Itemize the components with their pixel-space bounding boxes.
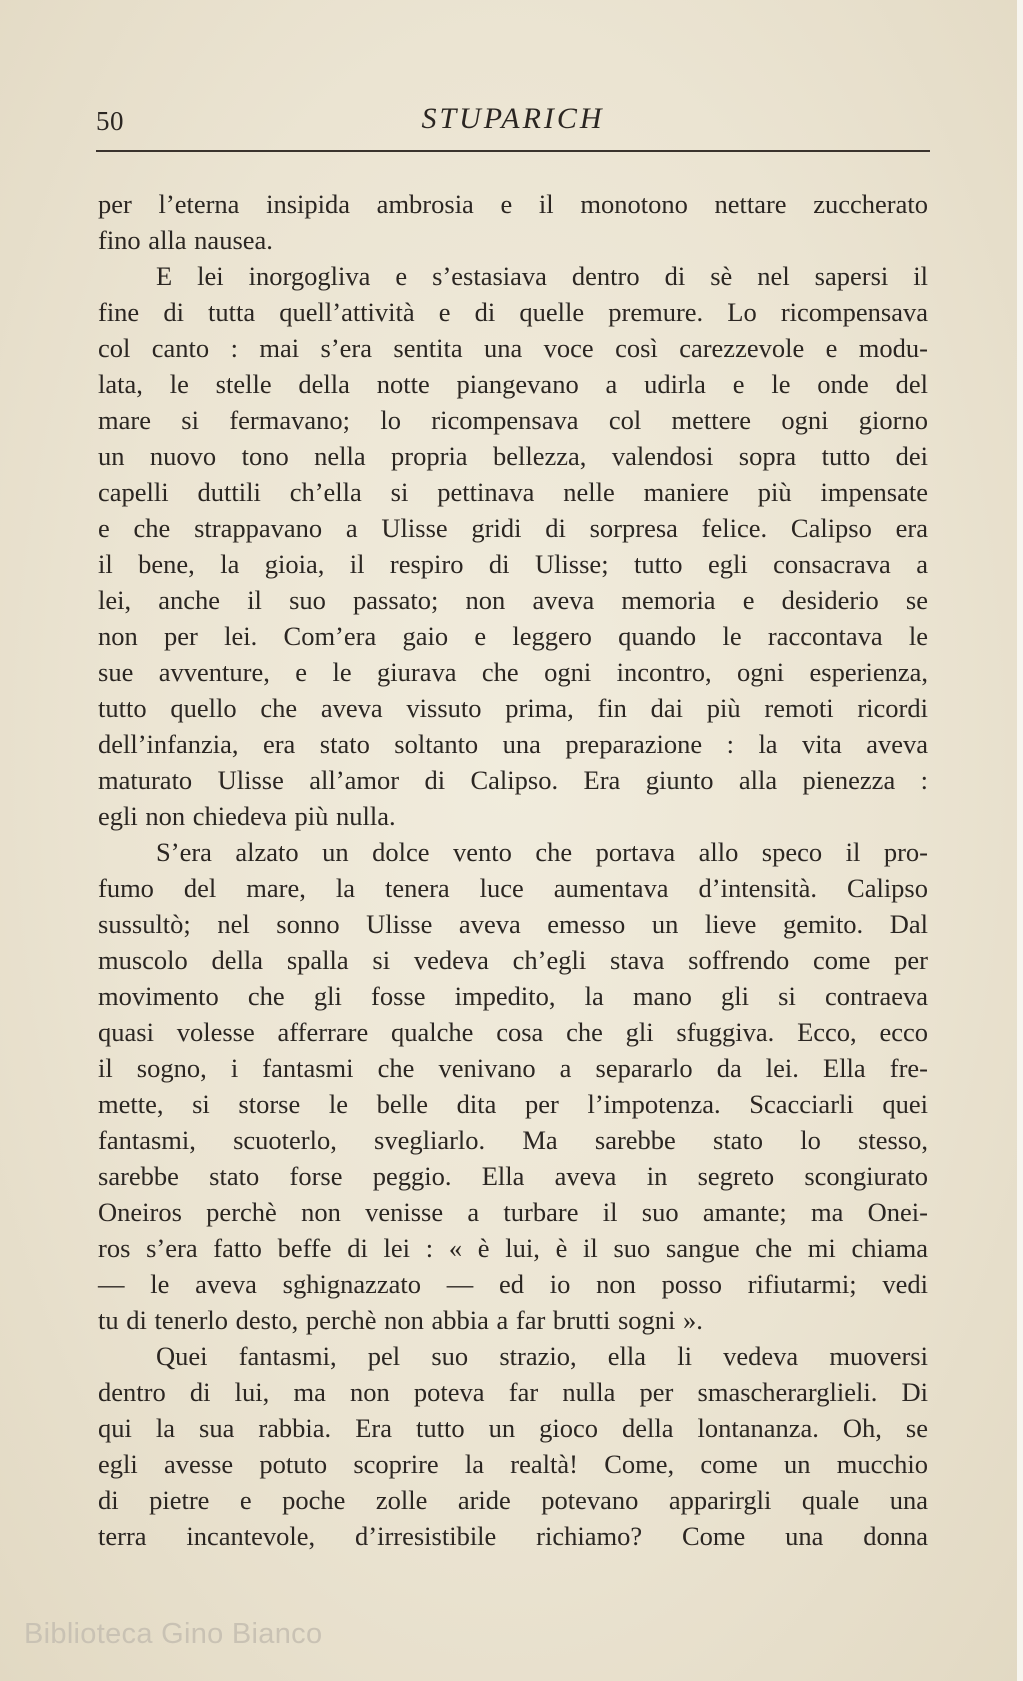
text-line: sussultò; nel sonno Ulisse aveva emesso un lieve gemito. Dal <box>98 909 928 939</box>
text-line: tu di tenerlo desto, perchè non abbia a far brutti sogni ». <box>98 1305 703 1335</box>
text-line: un nuovo tono nella propria bellezza, valendosi sopra tutto dei <box>98 441 928 471</box>
page-header <box>96 102 930 150</box>
text-line: mare si fermavano; lo ricompensava col mettere ogni giorno <box>98 405 928 435</box>
text-line: egli non chiedeva più nulla. <box>98 801 396 831</box>
text-line: per l’eterna insipida ambrosia e il monotono nettare zuccherato <box>98 189 928 219</box>
page-number: 50 <box>96 106 124 136</box>
text-line: mette, si storse le belle dita per l’impotenza. Scacciarli quei <box>98 1089 928 1119</box>
body-text <box>98 186 928 1554</box>
text-line: capelli duttili ch’ella si pettinava nelle maniere più impensate <box>98 477 928 507</box>
text-line: fumo del mare, la tenera luce aumentava d’intensità. Calipso <box>98 873 928 903</box>
text-line: dentro di lui, ma non poteva far nulla per smascherarglieli. Di <box>98 1377 928 1407</box>
text-line: qui la sua rabbia. Era tutto un gioco della lontananza. Oh, se <box>98 1413 928 1443</box>
text-line: e che strappavano a Ulisse gridi di sorpresa felice. Calipso era <box>98 513 928 543</box>
running-title: STUPARICH <box>421 102 605 135</box>
text-line: fine di tutta quell’attività e di quelle premure. Lo ricompensava <box>98 297 928 327</box>
text-line: dell’infanzia, era stato soltanto una preparazione : la vita aveva <box>98 729 928 759</box>
text-line: terra incantevole, d’irresistibile richiamo? Come una donna <box>98 1521 928 1551</box>
text-line: di pietre e poche zolle aride potevano apparirgli quale una <box>98 1485 928 1515</box>
text-line: sue avventure, e le giurava che ogni incontro, ogni esperienza, <box>98 657 928 687</box>
header-rule <box>96 150 930 152</box>
text-line: sarebbe stato forse peggio. Ella aveva in segreto scongiurato <box>98 1161 928 1191</box>
text-line: il sogno, i fantasmi che venivano a separarlo da lei. Ella fre- <box>98 1053 928 1083</box>
text-line: lata, le stelle della notte piangevano a udirla e le onde del <box>98 369 928 399</box>
text-line: egli avesse potuto scoprire la realtà! Come, come un mucchio <box>98 1449 928 1479</box>
text-line: E lei inorgogliva e s’estasiava dentro di sè nel sapersi il <box>156 261 928 291</box>
library-watermark: Biblioteca Gino Bianco <box>24 1618 323 1650</box>
text-line: col canto : mai s’era sentita una voce così carezzevole e modu- <box>98 333 928 363</box>
text-line: fino alla nausea. <box>98 225 273 255</box>
text-line: movimento che gli fosse impedito, la mano gli si contraeva <box>98 981 928 1011</box>
text-line: fantasmi, scuoterlo, svegliarlo. Ma sarebbe stato lo stesso, <box>98 1125 928 1155</box>
text-line: tutto quello che aveva vissuto prima, fin dai più remoti ricordi <box>98 693 928 723</box>
text-line: Quei fantasmi, pel suo strazio, ella li vedeva muoversi <box>156 1341 928 1371</box>
text-line: muscolo della spalla si vedeva ch’egli stava soffrendo come per <box>98 945 928 975</box>
text-line: quasi volesse afferrare qualche cosa che gli sfuggiva. Ecco, ecco <box>98 1017 928 1047</box>
text-line: lei, anche il suo passato; non aveva memoria e desiderio se <box>98 585 928 615</box>
text-line: ros s’era fatto beffe di lei : « è lui, è il suo sangue che mi chiama <box>98 1233 928 1263</box>
text-line: il bene, la gioia, il respiro di Ulisse; tutto egli consacrava a <box>98 549 928 579</box>
text-line: maturato Ulisse all’amor di Calipso. Era giunto alla pienezza : <box>98 765 928 795</box>
text-line: Oneiros perchè non venisse a turbare il suo amante; ma Onei- <box>98 1197 928 1227</box>
text-line: — le aveva sghignazzato — ed io non posso rifiutarmi; vedi <box>98 1269 928 1299</box>
text-line: S’era alzato un dolce vento che portava allo speco il pro- <box>156 837 928 867</box>
text-line: non per lei. Com’era gaio e leggero quando le raccontava le <box>98 621 928 651</box>
